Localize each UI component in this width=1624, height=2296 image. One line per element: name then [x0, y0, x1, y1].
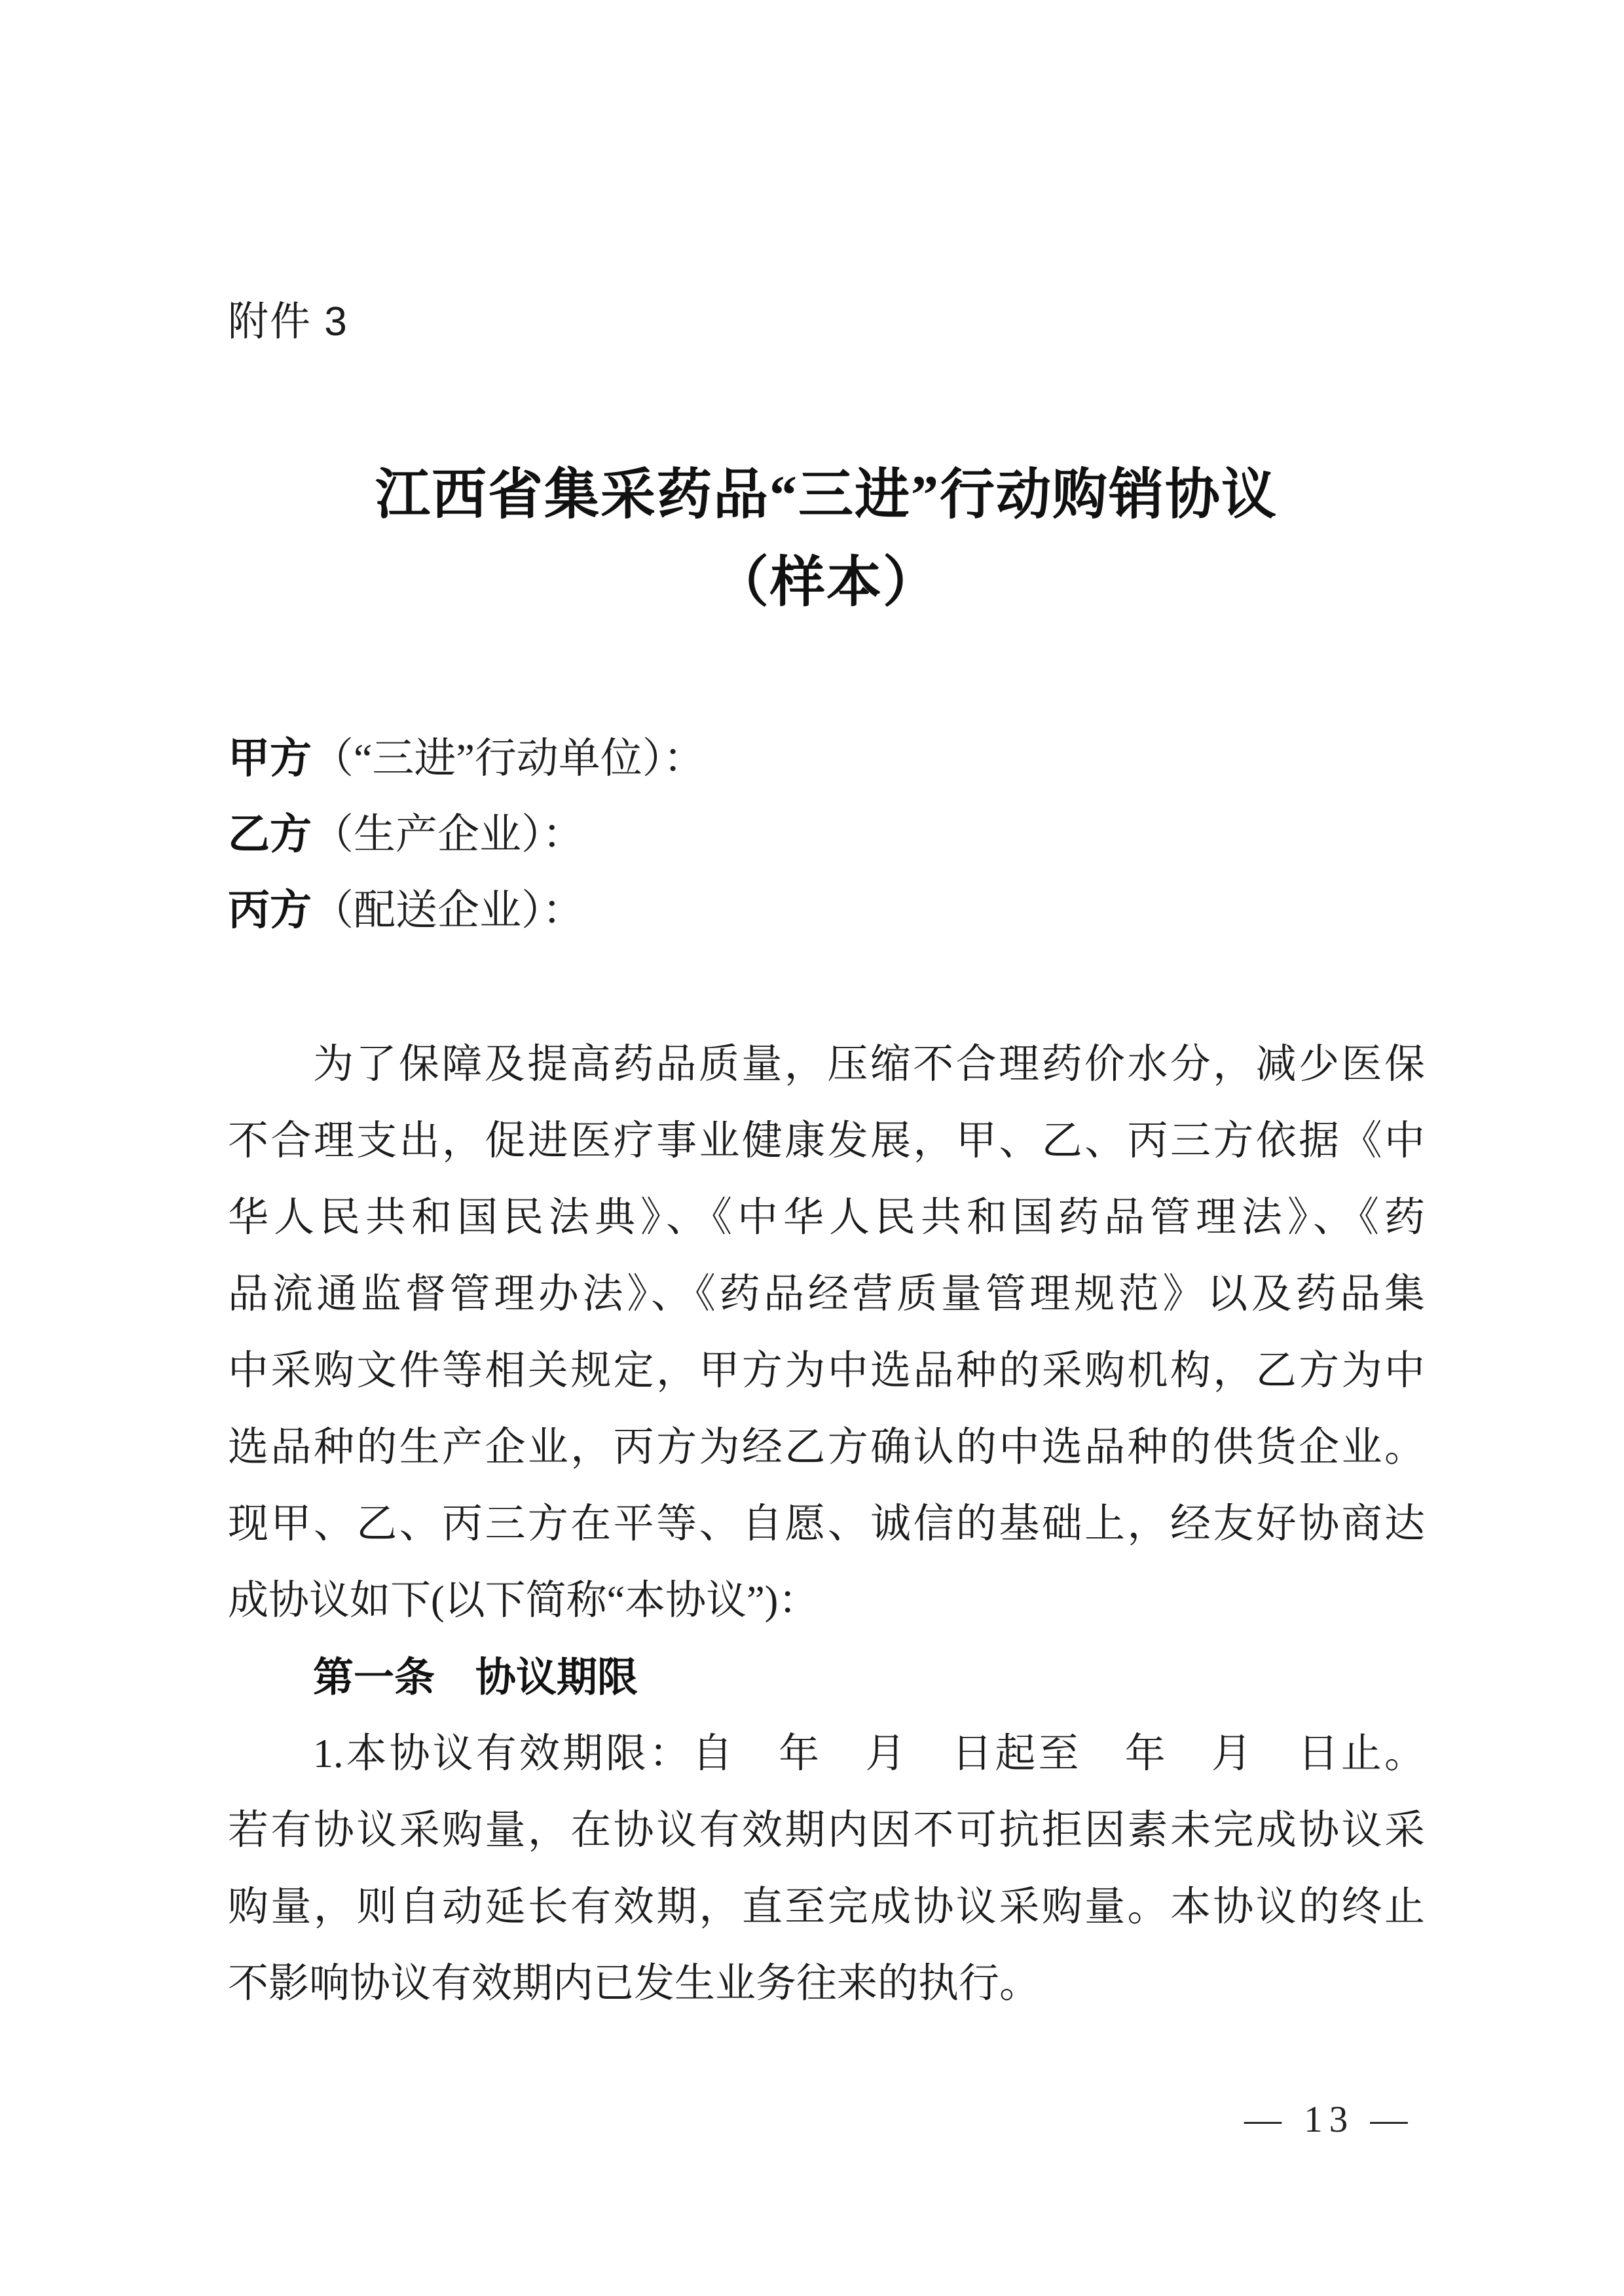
body-line-12: 购量，则自动延长有效期，直至完成协议采购量。本协议的终止: [228, 1885, 1425, 1929]
party-yi-description: （生产企业）：: [312, 811, 584, 858]
body-line-2: 不合理支出，促进医疗事业健康发展，甲、乙、丙三方依据《中: [228, 1119, 1425, 1163]
section-heading-article-1: 第一条 协议期限: [313, 1655, 638, 1700]
body-line-7: 现甲、乙、丙三方在平等、自愿、诚信的基础上，经友好协商达: [228, 1502, 1425, 1546]
body-line-11: 若有协议采购量，在协议有效期内因不可抗拒因素未完成协议采: [228, 1808, 1425, 1853]
body-line-6: 选品种的生产企业，丙方为经乙方确认的中选品种的供货企业。: [228, 1425, 1425, 1470]
body-line-10: 1.本协议有效期限：自 年 月 日起至 年 月 日止。: [313, 1732, 1425, 1776]
body-line-4: 品流通监督管理办法》、《药品经营质量管理规范》以及药品集: [228, 1272, 1425, 1317]
document-title: [228, 452, 1425, 627]
title-line-2: （样本）: [713, 553, 939, 613]
party-row-jia: [228, 720, 705, 796]
party-row-bing: [228, 872, 705, 948]
parties-section: [228, 720, 705, 948]
body-line-5: 中采购文件等相关规定，甲方为中选品种的采购机构，乙方为中: [228, 1349, 1425, 1393]
party-jia-label: 甲方: [228, 735, 312, 782]
title-line-1: 江西省集采药品“三进”行动购销协议: [375, 465, 1278, 526]
party-yi-label: 乙方: [228, 811, 312, 858]
body-text: [228, 1027, 1425, 2022]
party-row-yi: [228, 796, 705, 872]
body-line-1: 为了保障及提高药品质量，压缩不合理药价水分，减少医保: [313, 1042, 1425, 1087]
body-line-13: 不影响协议有效期内已发生业务往来的执行。: [228, 1961, 1041, 2006]
page-number: — 13 —: [1244, 2099, 1414, 2140]
body-line-8: 成协议如下(以下简称“本协议”)：: [228, 1578, 819, 1623]
party-jia-description: （“三进”行动单位）：: [312, 735, 705, 782]
body-line-3: 华人民共和国民法典》、《中华人民共和国药品管理法》、《药: [228, 1195, 1425, 1240]
party-bing-description: （配送企业）：: [312, 887, 584, 934]
attachment-label: 附件 3: [228, 299, 348, 344]
party-bing-label: 丙方: [228, 886, 312, 934]
